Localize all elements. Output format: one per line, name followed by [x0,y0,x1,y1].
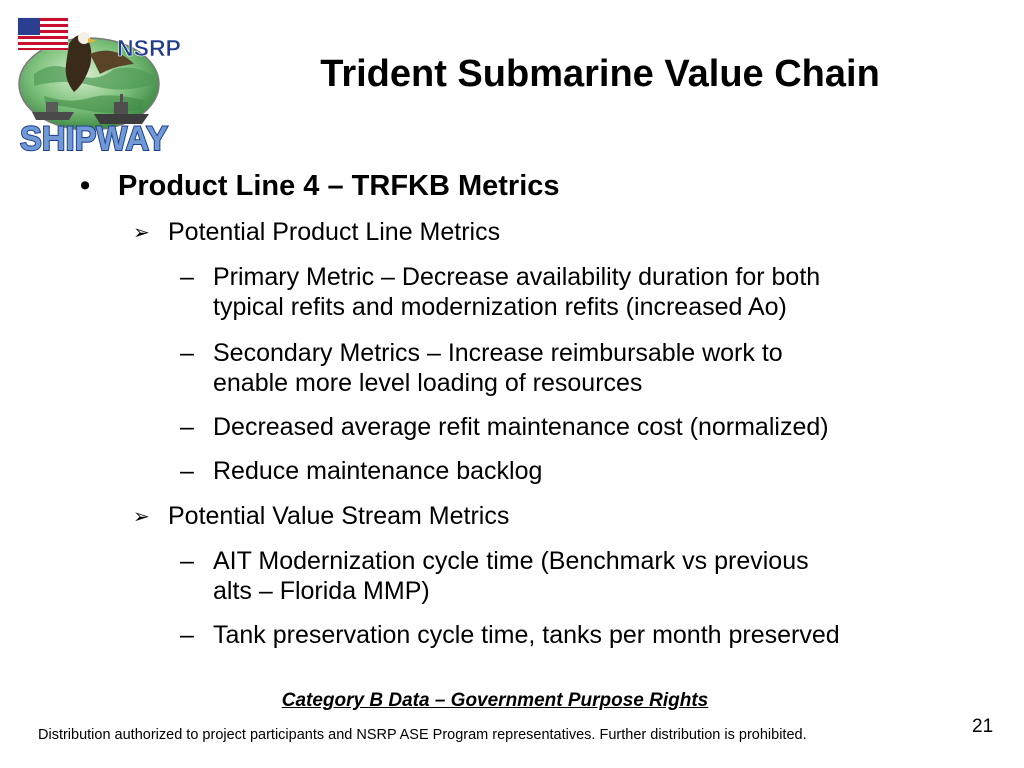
dash-marker: – [180,621,194,649]
distribution-footer: Distribution authorized to project participants and NSRP ASE Program representatives. Further distribution is prohibited. [38,727,807,743]
logo-shipway-text: SHIPWAY [20,120,169,158]
category-note: Category B Data – Government Purpose Rights [281,690,709,711]
list-item-ait-line2: alts – Florida MMP) [213,577,430,605]
arrow-bullet-icon: ➢ [133,506,150,528]
dash-marker: – [180,413,194,441]
list-item-backlog: Reduce maintenance backlog [213,457,543,485]
list-item-primary-metric-line1: Primary Metric – Decrease availability duration for both [213,263,821,291]
bullet-heading: Product Line 4 – TRFKB Metrics [118,170,560,202]
section-heading-value-stream: Potential Value Stream Metrics [168,502,510,530]
list-item-secondary-metrics-line2: enable more level loading of resources [213,369,643,397]
list-item-ait-line1: AIT Modernization cycle time (Benchmark vs previous [213,547,809,575]
bullet-marker: • [80,170,91,202]
list-item-primary-metric-line2: typical refits and modernization refits (increased Ao) [213,293,787,321]
list-item-refit-cost: Decreased average refit maintenance cost (normalized) [213,413,829,441]
dash-marker: – [180,339,194,367]
logo-graphic [14,14,181,159]
section-heading-product-line: Potential Product Line Metrics [168,218,501,246]
dash-marker: – [180,547,194,575]
arrow-bullet-icon: ➢ [133,222,150,244]
list-item-secondary-metrics-line1: Secondary Metrics – Increase reimbursable work to [213,339,783,367]
dash-marker: – [180,457,194,485]
slide-title: Trident Submarine Value Chain [320,53,880,95]
dash-marker: – [180,263,194,291]
list-item-tank-preservation: Tank preservation cycle time, tanks per month preserved [213,621,840,649]
logo-nsrp-text: NSRP [117,35,181,61]
nsrp-shipway-logo [14,14,181,159]
page-number: 21 [972,716,994,737]
